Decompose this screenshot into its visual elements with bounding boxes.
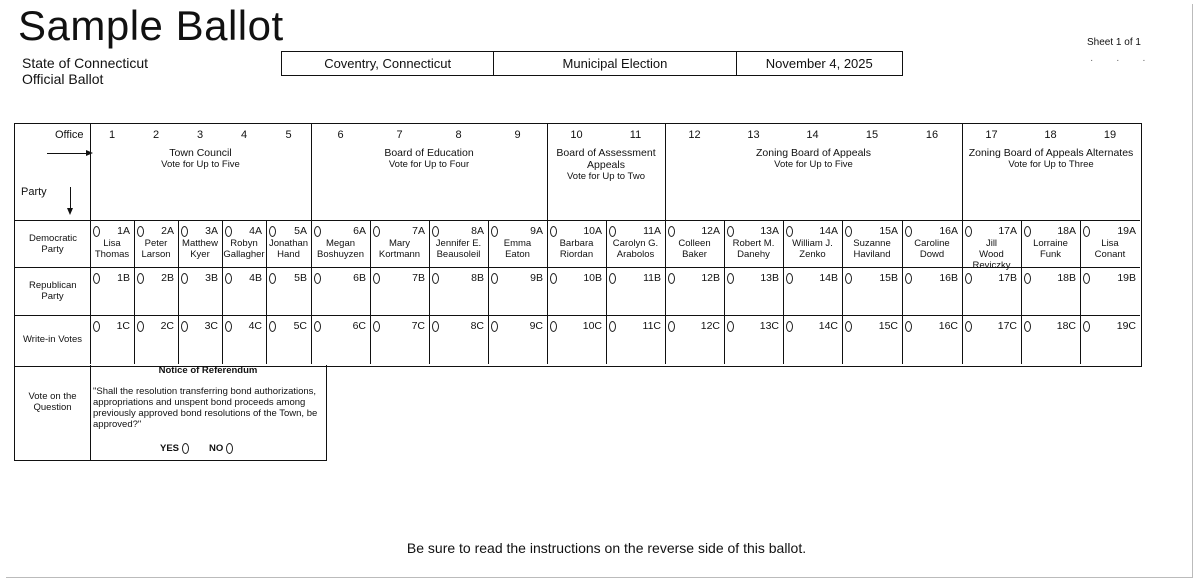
- position-code: 3B: [205, 272, 218, 284]
- vote-bubble-icon[interactable]: [314, 321, 321, 332]
- vote-bubble-icon[interactable]: [314, 226, 321, 237]
- candidate-cell[interactable]: [266, 224, 311, 267]
- column-number: 18: [1044, 129, 1057, 141]
- grid-divider: [15, 220, 1140, 221]
- party-label: Party: [21, 186, 47, 198]
- write-in-cell[interactable]: [134, 319, 178, 364]
- candidate-cell[interactable]: [488, 271, 547, 315]
- column-number: 6: [337, 129, 344, 141]
- vote-bubble-icon[interactable]: [432, 226, 439, 237]
- candidate-first-name: Matthew: [182, 238, 218, 249]
- position-code: 1B: [117, 272, 130, 284]
- vote-bubble-icon[interactable]: [1024, 226, 1031, 237]
- office-label: Office: [55, 129, 84, 141]
- write-in-cell[interactable]: [222, 319, 266, 364]
- candidate-last-name: Kortmann: [378, 249, 421, 260]
- candidate-cell[interactable]: [222, 271, 266, 315]
- write-in-cell[interactable]: [962, 319, 1021, 364]
- vote-bubble-icon[interactable]: [269, 321, 276, 332]
- candidate-last-name: Beausoleil: [436, 249, 481, 260]
- position-code: 11B: [643, 272, 661, 284]
- position-code: 16A: [939, 225, 958, 237]
- vote-bubble-icon[interactable]: [905, 321, 912, 332]
- vote-instruction: Vote for Up to Five: [774, 159, 853, 170]
- candidate-name: [665, 238, 724, 260]
- vote-bubble-icon[interactable]: [181, 226, 188, 237]
- vote-bubble-icon[interactable]: [491, 321, 498, 332]
- position-code: 7A: [412, 225, 425, 237]
- yes-option[interactable]: [160, 443, 189, 454]
- no-option[interactable]: [209, 443, 233, 454]
- ballot-grid: [14, 123, 1142, 367]
- vote-bubble-icon[interactable]: [786, 226, 793, 237]
- candidate-last-name: Wood Reviczky: [972, 249, 1011, 271]
- candidate-last-name: Danehy: [737, 249, 770, 260]
- candidate-first-name: Robyn: [230, 238, 258, 249]
- vote-bubble-icon[interactable]: [786, 321, 793, 332]
- position-code: 14A: [819, 225, 838, 237]
- position-code: 1C: [116, 320, 130, 332]
- candidate-cell[interactable]: [606, 271, 665, 315]
- write-in-cell[interactable]: [724, 319, 783, 364]
- candidate-first-name: Lorraine: [1033, 238, 1068, 249]
- position-code: 19C: [1116, 320, 1136, 332]
- vote-bubble-icon[interactable]: [845, 321, 852, 332]
- candidate-cell[interactable]: [783, 224, 842, 267]
- vote-bubble-icon[interactable]: [786, 273, 793, 284]
- office-header: [962, 147, 1140, 171]
- candidate-first-name: Jonathan: [268, 238, 309, 249]
- candidate-cell[interactable]: [134, 224, 178, 267]
- election-date: November 4, 2025: [765, 56, 873, 71]
- position-code: 17C: [997, 320, 1017, 332]
- candidate-first-name: Barbara: [559, 238, 594, 249]
- candidate-last-name: Haviland: [853, 249, 891, 260]
- column-number: 4: [240, 129, 248, 141]
- candidate-cell[interactable]: [724, 224, 783, 267]
- candidate-name: [266, 238, 311, 260]
- candidate-first-name: Robert M.: [732, 238, 775, 249]
- position-code: 19B: [1117, 272, 1136, 284]
- candidate-cell[interactable]: [429, 224, 488, 267]
- candidate-name: [370, 238, 429, 260]
- office-name: Town Council: [169, 147, 232, 159]
- column-number: 16: [925, 129, 939, 141]
- down-arrow-icon: [70, 187, 71, 209]
- write-in-cell[interactable]: [311, 319, 370, 364]
- candidate-first-name: Jennifer E.: [435, 238, 482, 249]
- column-number: 11: [629, 129, 642, 141]
- candidate-cell[interactable]: [488, 224, 547, 267]
- town-name: Coventry, Connecticut: [282, 52, 494, 75]
- office-name: Board of Education: [384, 147, 474, 159]
- vote-bubble-icon[interactable]: [225, 226, 232, 237]
- column-number: 19: [1103, 129, 1117, 141]
- column-number: 15: [865, 129, 879, 141]
- vote-bubble-icon[interactable]: [965, 321, 972, 332]
- vote-bubble-icon[interactable]: [269, 226, 276, 237]
- candidate-cell[interactable]: [547, 271, 606, 315]
- candidate-name: [902, 238, 962, 260]
- column-number: 5: [285, 129, 292, 141]
- candidate-cell[interactable]: [842, 224, 902, 267]
- write-in-cell[interactable]: [547, 319, 606, 364]
- column-number: 1: [108, 129, 116, 141]
- vote-bubble-icon[interactable]: [491, 226, 498, 237]
- write-in-cell[interactable]: [429, 319, 488, 364]
- candidate-last-name: Eaton: [505, 249, 530, 260]
- position-code: 9B: [530, 272, 543, 284]
- vote-bubble-icon[interactable]: [269, 273, 276, 284]
- vote-bubble-icon[interactable]: [550, 321, 557, 332]
- candidate-name: [429, 238, 488, 260]
- column-number: 14: [806, 129, 819, 141]
- position-code: 8C: [470, 320, 484, 332]
- vote-bubble-icon[interactable]: [373, 321, 380, 332]
- candidate-cell[interactable]: [90, 271, 134, 315]
- candidate-name: [783, 238, 842, 260]
- position-code: 6C: [352, 320, 366, 332]
- candidate-first-name: Caroline: [914, 238, 950, 249]
- vote-instruction: Vote for Up to Two: [567, 171, 645, 182]
- candidate-cell[interactable]: [1080, 271, 1140, 315]
- vote-bubble-icon[interactable]: [432, 321, 439, 332]
- candidate-name: [606, 238, 665, 260]
- candidate-name: [90, 238, 134, 260]
- write-in-cell[interactable]: [266, 319, 311, 364]
- candidate-first-name: Peter: [144, 238, 168, 249]
- candidate-name: [178, 238, 222, 260]
- position-code: 6A: [353, 225, 366, 237]
- position-code: 18A: [1057, 225, 1076, 237]
- vote-bubble-icon[interactable]: [845, 273, 852, 284]
- vote-bubble-icon[interactable]: [965, 273, 972, 284]
- position-code: 15C: [878, 320, 898, 332]
- position-code: 4B: [249, 272, 262, 284]
- position-code: 6B: [353, 272, 366, 284]
- candidate-cell[interactable]: [370, 224, 429, 267]
- position-code: 15B: [879, 272, 898, 284]
- candidate-cell[interactable]: [665, 271, 724, 315]
- candidate-cell[interactable]: [902, 271, 962, 315]
- vote-bubble-icon[interactable]: [550, 226, 557, 237]
- write-in-cell[interactable]: [178, 319, 222, 364]
- write-in-cell[interactable]: [370, 319, 429, 364]
- candidate-cell[interactable]: [962, 224, 1021, 271]
- footer-instructions: Be sure to read the instructions on the reverse side of this ballot.: [406, 540, 807, 556]
- referendum-title: Notice of Referendum: [158, 365, 258, 376]
- position-code: 3C: [204, 320, 218, 332]
- position-code: 16C: [938, 320, 958, 332]
- candidate-first-name: Lisa: [103, 238, 121, 249]
- vote-bubble-icon[interactable]: [965, 226, 972, 237]
- vote-bubble-icon[interactable]: [1024, 321, 1031, 332]
- candidate-first-name: Colleen: [678, 238, 711, 249]
- row-label: Democratic Party: [29, 232, 78, 255]
- candidate-cell[interactable]: [1021, 271, 1080, 315]
- candidate-cell[interactable]: [178, 271, 222, 315]
- yes-bubble-icon[interactable]: [182, 443, 189, 454]
- vote-bubble-icon[interactable]: [93, 226, 100, 237]
- column-number: 17: [985, 129, 998, 141]
- vote-bubble-icon[interactable]: [432, 273, 439, 284]
- write-in-cell[interactable]: [488, 319, 547, 364]
- office-header: [311, 147, 547, 171]
- position-code: 18B: [1057, 272, 1076, 284]
- vote-instruction: Vote for Up to Five: [161, 159, 240, 170]
- column-number: 7: [396, 129, 403, 141]
- column-number: 12: [688, 129, 701, 141]
- candidate-last-name: Gallagher: [223, 249, 265, 260]
- referendum-question: "Shall the resolution transferring bond authorizations, appropriations and unspent bond proceeds among previously approved bond resolutions of the Town, be approved?": [93, 386, 318, 430]
- office-header: [547, 147, 665, 183]
- vote-bubble-icon[interactable]: [609, 226, 616, 237]
- column-number: 13: [747, 129, 760, 141]
- candidate-first-name: Megan: [325, 238, 356, 249]
- office-header: [665, 147, 962, 171]
- ballot-title: Sample Ballot: [18, 2, 284, 49]
- position-code: 14B: [819, 272, 838, 284]
- vote-bubble-icon[interactable]: [93, 321, 100, 332]
- candidate-name: [1080, 238, 1140, 260]
- column-number: 3: [196, 129, 204, 141]
- referendum-label: Vote on the Question: [28, 391, 77, 413]
- write-in-cell[interactable]: [90, 319, 134, 364]
- candidate-cell[interactable]: [90, 224, 134, 267]
- candidate-cell[interactable]: [370, 271, 429, 315]
- position-code: 17B: [998, 272, 1017, 284]
- candidate-name: [1021, 238, 1080, 260]
- column-number: 2: [152, 129, 160, 141]
- vote-bubble-icon[interactable]: [137, 321, 144, 332]
- candidate-name: [311, 238, 370, 260]
- position-code: 4A: [249, 225, 262, 237]
- candidate-last-name: Funk: [1039, 249, 1062, 260]
- position-code: 10A: [583, 225, 602, 237]
- position-code: 10C: [582, 320, 602, 332]
- office-name: Zoning Board of Appeals Alternates: [968, 147, 1134, 159]
- column-number: 8: [455, 129, 462, 141]
- vote-bubble-icon[interactable]: [727, 273, 734, 284]
- position-code: 10B: [583, 272, 602, 284]
- candidate-name: [488, 238, 547, 260]
- column-number: 10: [570, 129, 583, 141]
- office-name: Zoning Board of Appeals: [756, 147, 871, 159]
- write-in-cell[interactable]: [1080, 319, 1140, 364]
- position-code: 8B: [471, 272, 484, 284]
- position-code: 12A: [701, 225, 720, 237]
- ballot-type: Official Ballot: [22, 71, 104, 87]
- vote-bubble-icon[interactable]: [137, 226, 144, 237]
- candidate-cell[interactable]: [606, 224, 665, 267]
- vote-bubble-icon[interactable]: [727, 226, 734, 237]
- vote-bubble-icon[interactable]: [373, 273, 380, 284]
- position-code: 13C: [759, 320, 779, 332]
- grid-divider: [15, 315, 1140, 316]
- vote-bubble-icon[interactable]: [181, 321, 188, 332]
- office-header: [90, 147, 311, 171]
- position-code: 1A: [117, 225, 130, 237]
- row-label: Republican Party: [29, 280, 77, 302]
- position-code: 15A: [879, 225, 898, 237]
- write-in-cell[interactable]: [665, 319, 724, 364]
- candidate-cell[interactable]: [665, 224, 724, 267]
- position-code: 17A: [998, 225, 1017, 237]
- vote-bubble-icon[interactable]: [1024, 273, 1031, 284]
- write-in-cell[interactable]: [783, 319, 842, 364]
- yes-label: YES: [160, 443, 180, 454]
- candidate-last-name: Baker: [682, 249, 707, 260]
- candidate-name: [134, 238, 178, 260]
- position-code: 14C: [818, 320, 838, 332]
- position-code: 8A: [471, 225, 484, 237]
- candidate-last-name: Dowd: [919, 249, 945, 260]
- vote-bubble-icon[interactable]: [905, 226, 912, 237]
- candidate-cell[interactable]: [724, 271, 783, 315]
- candidate-cell[interactable]: [783, 271, 842, 315]
- candidate-cell[interactable]: [902, 224, 962, 267]
- referendum-options: [160, 443, 233, 454]
- position-code: 11C: [642, 320, 661, 332]
- referendum-box: [14, 365, 327, 461]
- vote-bubble-icon[interactable]: [1083, 273, 1090, 284]
- vote-bubble-icon[interactable]: [137, 273, 144, 284]
- candidate-cell[interactable]: [134, 271, 178, 315]
- candidate-cell[interactable]: [311, 224, 370, 267]
- candidate-cell[interactable]: [962, 271, 1021, 315]
- sheet-number: Sheet 1 of 1: [1087, 37, 1141, 48]
- vote-bubble-icon[interactable]: [905, 273, 912, 284]
- state-heading: [22, 55, 148, 87]
- registration-marks: · · ·: [1090, 55, 1156, 66]
- position-code: 2C: [160, 320, 174, 332]
- write-in-cell[interactable]: [842, 319, 902, 364]
- candidate-last-name: Boshuyzen: [316, 249, 364, 260]
- position-code: 5C: [293, 320, 307, 332]
- candidate-cell[interactable]: [266, 271, 311, 315]
- vote-bubble-icon[interactable]: [373, 226, 380, 237]
- vote-bubble-icon[interactable]: [845, 226, 852, 237]
- candidate-name: [724, 238, 783, 260]
- candidate-first-name: William J.: [792, 238, 833, 249]
- vote-bubble-icon[interactable]: [609, 273, 616, 284]
- column-number: 9: [514, 129, 521, 141]
- position-code: 12C: [700, 320, 720, 332]
- position-code: 9C: [529, 320, 543, 332]
- position-code: 3A: [205, 225, 218, 237]
- position-code: 7B: [412, 272, 425, 284]
- position-code: 16B: [939, 272, 958, 284]
- position-code: 5A: [294, 225, 307, 237]
- vote-bubble-icon[interactable]: [668, 321, 675, 332]
- candidate-cell[interactable]: [1080, 224, 1140, 267]
- candidate-name: [842, 238, 902, 260]
- position-code: 2A: [161, 225, 174, 237]
- candidate-last-name: Conant: [1094, 249, 1126, 260]
- candidate-cell[interactable]: [311, 271, 370, 315]
- position-code: 19A: [1117, 225, 1136, 237]
- candidate-last-name: Arabolos: [616, 249, 655, 260]
- candidate-first-name: Suzanne: [853, 238, 891, 249]
- position-code: 9A: [530, 225, 543, 237]
- candidate-cell[interactable]: [222, 224, 266, 267]
- vote-bubble-icon[interactable]: [727, 321, 734, 332]
- candidate-first-name: Mary: [388, 238, 411, 249]
- position-code: 13A: [760, 225, 779, 237]
- vote-bubble-icon[interactable]: [668, 226, 675, 237]
- candidate-cell[interactable]: [429, 271, 488, 315]
- candidate-cell[interactable]: [1021, 224, 1080, 267]
- vote-bubble-icon[interactable]: [225, 321, 232, 332]
- candidate-last-name: Kyer: [190, 249, 210, 260]
- candidate-name: [962, 238, 1021, 271]
- candidate-cell[interactable]: [178, 224, 222, 267]
- position-code: 2B: [161, 272, 174, 284]
- candidate-cell[interactable]: [547, 224, 606, 267]
- write-in-cell[interactable]: [902, 319, 962, 364]
- vote-bubble-icon[interactable]: [668, 273, 675, 284]
- vote-bubble-icon[interactable]: [181, 273, 188, 284]
- position-code: 11A: [643, 225, 661, 237]
- state-name: State of Connecticut: [22, 55, 149, 71]
- election-name: Municipal Election: [494, 52, 736, 75]
- candidate-first-name: Carolyn G.: [612, 238, 659, 249]
- candidate-name: [547, 238, 606, 260]
- no-label: NO: [209, 443, 224, 454]
- position-code: 7C: [411, 320, 425, 332]
- write-in-cell[interactable]: [1021, 319, 1080, 364]
- candidate-last-name: Thomas: [94, 249, 130, 260]
- vote-bubble-icon[interactable]: [491, 273, 498, 284]
- vote-bubble-icon[interactable]: [93, 273, 100, 284]
- election-header: [281, 51, 903, 76]
- position-code: 4C: [248, 320, 262, 332]
- candidate-first-name: Emma: [503, 238, 532, 249]
- candidate-cell[interactable]: [842, 271, 902, 315]
- row-label: Write-in Votes: [23, 333, 82, 345]
- write-in-cell[interactable]: [606, 319, 665, 364]
- vote-bubble-icon[interactable]: [225, 273, 232, 284]
- candidate-last-name: Zenko: [799, 249, 826, 260]
- vote-instruction: Vote for Up to Four: [388, 159, 470, 170]
- position-code: 13B: [760, 272, 779, 284]
- vote-bubble-icon[interactable]: [314, 273, 321, 284]
- candidate-last-name: Hand: [277, 249, 300, 260]
- office-name: Board of Assessment Appeals: [556, 147, 656, 171]
- vote-instruction: Vote for Up to Three: [1008, 159, 1094, 170]
- position-code: 18C: [1056, 320, 1076, 332]
- position-code: 12B: [701, 272, 720, 284]
- position-code: 5B: [294, 272, 307, 284]
- vote-bubble-icon[interactable]: [609, 321, 616, 332]
- vote-bubble-icon[interactable]: [1083, 321, 1090, 332]
- candidate-name: [222, 238, 266, 260]
- vote-bubble-icon[interactable]: [550, 273, 557, 284]
- candidate-last-name: Larson: [141, 249, 171, 260]
- no-bubble-icon[interactable]: [226, 443, 233, 454]
- right-arrow-icon: [47, 153, 87, 154]
- referendum-divider: [90, 365, 91, 460]
- vote-bubble-icon[interactable]: [1083, 226, 1090, 237]
- candidate-first-name: Lisa: [1101, 238, 1119, 249]
- candidate-first-name: Jill: [985, 238, 998, 249]
- candidate-last-name: Riordan: [559, 249, 594, 260]
